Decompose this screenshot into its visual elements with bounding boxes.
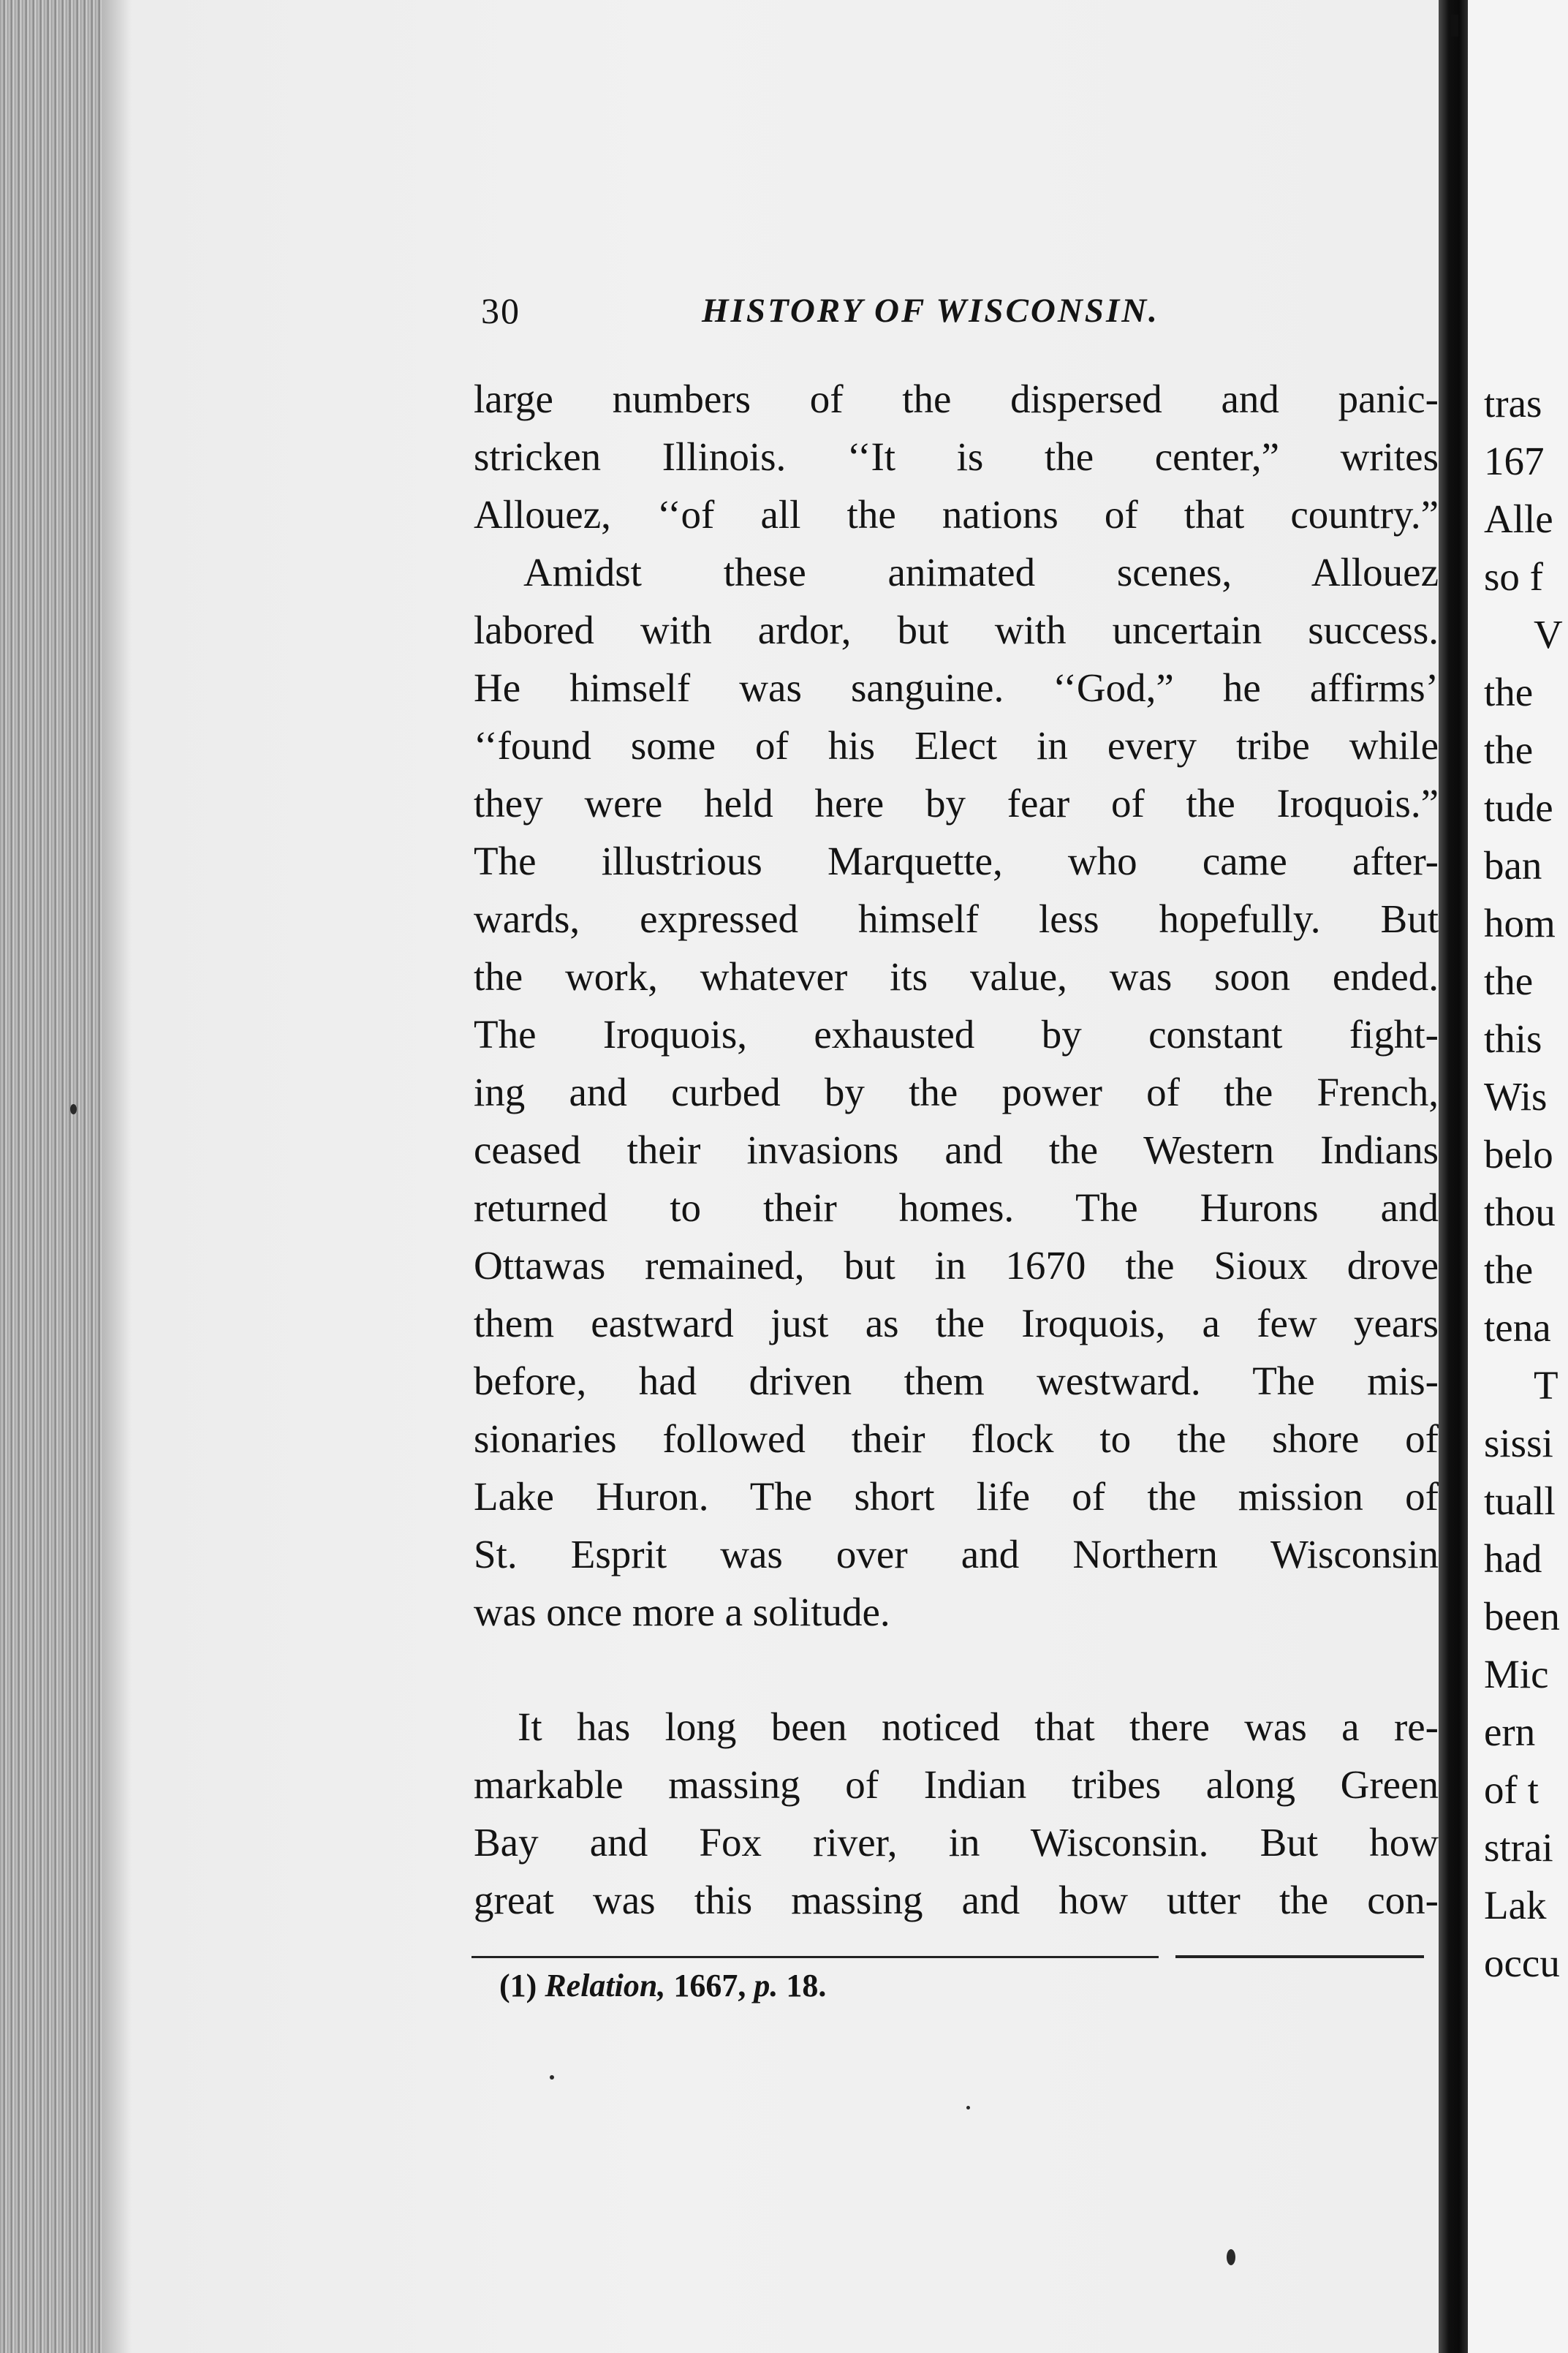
facing-page-line: tude (1484, 785, 1553, 830)
text-line: Lake Huron. The short life of the mission of (474, 1474, 1439, 1519)
facing-page-line: T (1534, 1363, 1558, 1408)
facing-page-line: occu (1484, 1941, 1560, 1985)
text-line: was once more a solitude. (474, 1590, 890, 1634)
facing-page-line: tras (1484, 381, 1542, 426)
facing-page-line: sissi (1484, 1421, 1553, 1465)
facing-page-line: Lak (1484, 1883, 1547, 1927)
page-number: 30 (481, 290, 520, 331)
scan-speck (1227, 2249, 1235, 2265)
footnote-rule (471, 1956, 1159, 1958)
text-line: It has long been noticed that there was a re- (518, 1704, 1439, 1749)
text-line: sionaries followed their flock to the shore of (474, 1416, 1439, 1461)
footnote-year: 1667, (673, 1968, 746, 2003)
facing-page-line: had (1484, 1536, 1542, 1581)
text-line: ceased their invasions and the Western Indians (474, 1128, 1439, 1172)
text-line: markable massing of Indian tribes along Green (474, 1762, 1439, 1807)
scan-speck (966, 2106, 970, 2110)
text-line: St. Esprit was over and Northern Wisconsin (474, 1532, 1439, 1576)
text-line: Amidst these animated scenes, Allouez (523, 550, 1439, 594)
text-line: The illustrious Marquette, who came after- (474, 839, 1439, 883)
facing-page-line: of t (1484, 1767, 1539, 1812)
text-line: Ottawas remained, but in 1670 the Sioux drove (474, 1243, 1439, 1288)
facing-page-line: tena (1484, 1305, 1551, 1350)
facing-page-line: hom (1484, 901, 1556, 945)
facing-page-fragment (1468, 0, 1568, 2353)
facing-page-line: ern (1484, 1710, 1536, 1754)
text-line: wards, expressed himself less hopefully. But (474, 896, 1439, 941)
facing-page-line: belo (1484, 1132, 1553, 1176)
text-line: great was this massing and how utter the con- (474, 1878, 1439, 1922)
text-line: The Iroquois, exhausted by constant fight- (474, 1012, 1439, 1057)
scan-speck (550, 2075, 554, 2080)
facing-page-line: Wis (1484, 1074, 1548, 1119)
text-line: they were held here by fear of the Iroquois.” (474, 781, 1439, 826)
running-title: HISTORY OF WISCONSIN. (702, 292, 1159, 330)
text-line: returned to their homes. The Hurons and (474, 1185, 1439, 1230)
book-gutter (1451, 15, 1458, 37)
facing-page-line: 167 (1484, 439, 1545, 483)
text-line: Allouez, ‘‘of all the nations of that country.” (474, 492, 1439, 537)
facing-page-line: the (1484, 728, 1534, 772)
facing-page-line: the (1484, 959, 1534, 1003)
facing-page-line: strai (1484, 1825, 1553, 1870)
facing-page-line: this (1484, 1016, 1542, 1061)
book-gutter (1439, 0, 1468, 2353)
text-line: He himself was sanguine. ‘‘God,” he affirms’ (474, 665, 1439, 710)
footnote-rule (1175, 1955, 1424, 1958)
text-line: them eastward just as the Iroquois, a few years (474, 1301, 1439, 1345)
running-head (0, 289, 1568, 333)
facing-page-line: so f (1484, 554, 1543, 599)
text-line: stricken Illinois. ‘‘It is the center,” writes (474, 434, 1439, 479)
scan-speck (70, 1104, 77, 1114)
text-line: ing and curbed by the power of the French, (474, 1070, 1439, 1114)
page-edge-shadow (102, 0, 132, 2353)
text-line: large numbers of the dispersed and panic- (474, 377, 1439, 421)
footnote-marker: (1) (499, 1968, 537, 2003)
text-line: Bay and Fox river, in Wisconsin. But how (474, 1820, 1439, 1865)
page-edge-stack (0, 0, 102, 2353)
text-line: before, had driven them westward. The mis- (474, 1359, 1439, 1403)
facing-page-line: Mic (1484, 1652, 1549, 1696)
facing-page-line: the (1484, 1247, 1534, 1292)
facing-page-line: thou (1484, 1190, 1556, 1234)
footnote-page-abbr: p. (754, 1968, 779, 2003)
footnote-page: 18. (786, 1968, 827, 2003)
footnote (499, 1964, 826, 2008)
text-line: labored with ardor, but with uncertain success. (474, 608, 1439, 652)
facing-page-line: been (1484, 1594, 1560, 1639)
facing-page-line: ban (1484, 843, 1542, 888)
facing-page-line: tuall (1484, 1478, 1556, 1523)
footnote-title: Relation, (545, 1968, 666, 2003)
facing-page-line: V (1534, 612, 1563, 657)
facing-page-line: the (1484, 670, 1534, 714)
facing-page-line: Alle (1484, 496, 1553, 541)
text-line: ‘‘found some of his Elect in every tribe while (474, 723, 1439, 768)
text-line: the work, whatever its value, was soon ended. (474, 954, 1439, 999)
